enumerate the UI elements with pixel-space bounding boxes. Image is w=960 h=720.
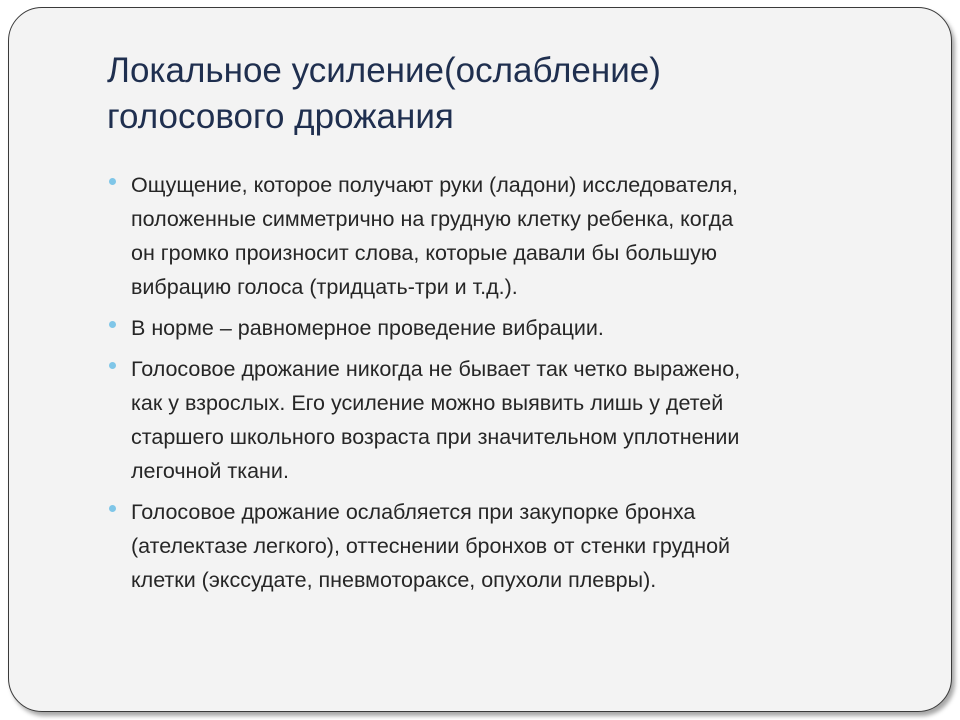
bullet-text-line: он громко произносит слова, которые давали бы большую: [131, 241, 717, 265]
bullet-text-line: положенные симметрично на грудную клетку ребенка, когда: [131, 207, 734, 231]
bullet-dot-icon: [109, 362, 116, 369]
bullet-text-line: (ателектазе легкого), оттеснении бронхов от стенки грудной: [131, 534, 731, 558]
bullet-text-line: Ощущение, которое получают руки (ладони) исследователя,: [131, 173, 738, 197]
bullet-text-line: Голосовое дрожание никогда не бывает так четко выражено,: [131, 357, 741, 381]
bullet-list: [109, 168, 909, 604]
slide-title: [107, 48, 907, 140]
bullet-text-line: старшего школьного возраста при значительном уплотнении: [131, 425, 740, 449]
bullet-dot-icon: [109, 505, 116, 512]
bullet-text-line: как у взрослых. Его усиление можно выявить лишь у детей: [131, 391, 724, 415]
bullet-text-line: вибрацию голоса (тридцать-три и т.д.).: [131, 275, 518, 299]
bullet-text-line: клетки (экссудате, пневмотораксе, опухоли плевры).: [131, 568, 657, 592]
bullet-item: [109, 495, 909, 597]
slide-frame: [8, 7, 952, 712]
bullet-text-line: Голосовое дрожание ослабляется при закупорке бронха: [131, 500, 696, 524]
bullet-item: [109, 168, 909, 304]
bullet-dot-icon: [109, 178, 116, 185]
bullet-text-line: В норме – равномерное проведение вибрации.: [131, 316, 604, 340]
bullet-text-line: легочной ткани.: [131, 459, 289, 483]
title-line: Локальное усиление(ослабление): [107, 51, 661, 90]
bullet-item: [109, 352, 909, 488]
bullet-item: [109, 311, 909, 345]
bullet-dot-icon: [109, 321, 116, 328]
title-line: голосового дрожания: [107, 97, 454, 136]
